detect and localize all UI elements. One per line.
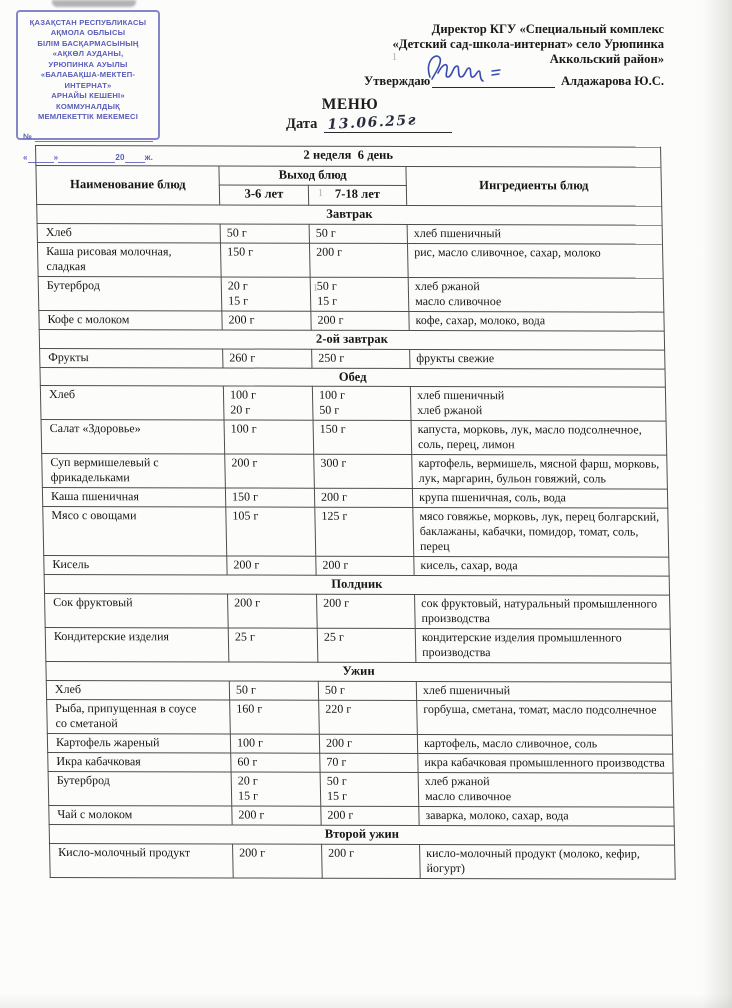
date-underline	[324, 112, 452, 133]
cell-p718: 50 г 15 г	[320, 772, 419, 806]
section-row	[39, 329, 664, 349]
cell-ingredients: икра кабачковая промышленного производства	[418, 753, 673, 773]
cell-name: Бутерброд	[38, 276, 222, 310]
cell-name: Чай с молоком	[49, 805, 232, 824]
table-row	[47, 699, 673, 735]
stamp-line: КОММУНАЛДЫҚ	[56, 101, 120, 111]
cell-p36: 200 г	[225, 454, 315, 488]
stamp-number-label: №	[23, 131, 33, 141]
cell-name: Рыба, припущенная в соусе со сметаной	[47, 699, 231, 733]
column-header-age2: 7-18 лет	[308, 186, 406, 206]
table-row	[45, 628, 671, 664]
table-row	[41, 420, 667, 456]
cell-name: Кофе с молоком	[39, 310, 222, 329]
cell-p36: 150 г	[220, 243, 310, 277]
table-row	[38, 276, 664, 312]
date-row	[286, 112, 452, 133]
cell-p718: 70 г	[320, 753, 418, 772]
cell-ingredients: кофе, сахар, молоко, вода	[409, 311, 664, 331]
cell-p36: 200 г	[233, 844, 323, 878]
stamp-line: ҚАЗАҚСТАН РЕСПУБЛИКАСЫ	[29, 18, 147, 27]
stamp-quote-open: «	[23, 152, 28, 162]
scan-edge-shadow-bottom	[0, 994, 732, 1008]
cell-ingredients: кисель, сахар, вода	[414, 557, 669, 577]
cell-p36: 20 г 15 г	[221, 277, 311, 311]
column-header-row	[36, 165, 661, 186]
approve-row	[364, 74, 664, 89]
stamp-quote-close: »	[53, 152, 59, 162]
cell-p36: 200 г	[232, 806, 321, 825]
table-row	[42, 488, 667, 509]
table-row	[50, 843, 676, 879]
cell-p36: 100 г	[224, 420, 314, 454]
scan-artifact: 1	[392, 52, 397, 63]
cell-p718: 200 г	[317, 594, 416, 628]
cell-p36: 100 г 20 г	[223, 386, 313, 420]
cell-p36: 200 г	[227, 556, 316, 575]
week-header-row	[36, 146, 661, 167]
cell-ingredients: хлеб пшеничный	[416, 681, 671, 701]
cell-ingredients: хлеб ржаной масло сливочное	[408, 277, 664, 312]
cell-p718: 200 г	[311, 311, 409, 330]
cell-p36: 200 г	[228, 594, 318, 628]
cell-name: Мясо с овощами	[43, 507, 227, 556]
date-label: Дата	[286, 116, 318, 132]
cell-ingredients: картофель, масло сливочное, соль	[417, 734, 672, 754]
approval-block	[364, 22, 664, 89]
cell-ingredients: хлеб ржаной масло сливочное	[418, 772, 674, 807]
handwritten-date: 13.06.25г	[327, 112, 418, 133]
cell-p36: 25 г	[228, 628, 318, 662]
cell-p718: 200 г	[316, 557, 414, 576]
cell-p36: 150 г	[225, 488, 314, 507]
cell-p718: 50 г	[309, 224, 407, 243]
cell-name: Хлеб	[46, 680, 229, 699]
approve-signature-line	[432, 75, 555, 88]
cell-ingredients: капуста, морковь, лук, масло подсолнечное, соль, перец, лимон	[411, 421, 667, 456]
menu-table-body	[37, 205, 676, 879]
cell-p718: 200 г	[322, 844, 421, 878]
cell-ingredients: горбуша, сметана, томат, масло подсолнечное	[417, 700, 673, 735]
stamp-line: «БАЛАБАҚША-МЕКТЕП-ИНТЕРНАТ»	[40, 70, 136, 90]
section-row	[46, 662, 671, 682]
scan-artifact: 1	[313, 283, 318, 294]
column-header-name: Наименование блюд	[36, 165, 220, 205]
cell-p36: 50 г	[220, 224, 309, 243]
cell-name: Икра кабачковая	[48, 752, 231, 771]
cell-ingredients: крупа пшеничная, соль, вода	[412, 489, 667, 509]
section-label: Ужин	[46, 662, 671, 682]
cell-ingredients: хлеб пшеничный хлеб ржаной	[410, 387, 666, 422]
cell-name: Бутерброд	[48, 771, 232, 805]
stamp-line: БІЛІМ БАСҚАРМАСЫНЫҢ	[37, 38, 139, 48]
table-row	[44, 556, 669, 577]
cell-name: Суп вермишелевый с фрикадельками	[42, 454, 226, 488]
stamp-year-prefix: 20	[115, 152, 125, 162]
cell-p718: 100 г 50 г	[312, 387, 411, 421]
cell-name: Хлеб	[40, 386, 224, 420]
cell-ingredients: картофель, вермишель, мясной фарш, морковь, лук, маргарин, бульон говяжий, соль	[412, 455, 668, 490]
cell-p36: 200 г	[222, 311, 311, 330]
approval-line: «Детский сад-школа-интернат» село Урюпинка	[392, 37, 664, 52]
stamp-year-suffix: ж.	[144, 152, 153, 162]
cell-name: Кисло-молочный продукт	[50, 843, 234, 877]
cell-name: Каша рисовая молочная, сладкая	[37, 242, 221, 276]
section-label: Полдник	[44, 575, 669, 595]
cell-ingredients: хлеб пшеничный	[407, 224, 662, 244]
cell-ingredients: мясо говяжье, морковь, лук, перец болгарский, баклажаны, кабачки, помидор, томат, соль, перец	[413, 508, 669, 558]
section-row	[44, 575, 669, 595]
table-row	[47, 733, 672, 754]
stamp-blank-line	[35, 132, 153, 142]
approval-line: Директор КГУ «Специальный комплекс	[431, 22, 664, 36]
cell-p718: 50 г 15 г	[310, 277, 409, 311]
cell-p718: 125 г	[315, 508, 414, 557]
cell-p36: 260 г	[223, 349, 312, 368]
table-row	[37, 223, 662, 244]
cell-p36: 60 г	[231, 753, 320, 772]
table-row	[40, 386, 666, 422]
cell-p718: 300 г	[314, 455, 413, 489]
cell-p718: 150 г	[313, 421, 412, 455]
cell-ingredients: рис, масло сливочное, сахар, молоко	[407, 243, 663, 278]
week-header: 2 неделя 6 день	[36, 146, 661, 167]
section-label: Второй ужин	[49, 824, 674, 844]
signature	[420, 51, 520, 91]
cell-ingredients: фрукты свежие	[410, 349, 665, 369]
section-label: 2-ой завтрак	[39, 329, 664, 349]
cell-p718: 250 г	[312, 349, 410, 368]
section-row	[37, 205, 662, 225]
table-row	[49, 805, 674, 826]
cell-p36: 105 г	[226, 507, 316, 556]
approve-label: Утверждаю	[364, 74, 431, 89]
table-row	[43, 507, 669, 558]
cell-p718: 200 г	[321, 806, 419, 825]
table-row	[46, 680, 671, 701]
official-stamp	[16, 10, 160, 162]
table-row	[37, 242, 663, 278]
cell-p718: 25 г	[317, 628, 416, 662]
table-row	[45, 594, 671, 630]
cell-name: Кондитерские изделия	[45, 628, 229, 662]
column-header-output: Выход блюд	[219, 166, 406, 186]
cell-name: Сок фруктовый	[45, 594, 229, 628]
stamp-line: АРНАЙЫ КЕШЕНІ»	[51, 91, 125, 101]
table-row	[48, 752, 673, 773]
table-row	[40, 348, 665, 369]
stamp-line: АҚМОЛА ОБЛЫСЫ	[50, 28, 126, 38]
cell-p36: 160 г	[230, 700, 320, 734]
section-row	[40, 367, 665, 387]
cell-ingredients: кондитерские изделия промышленного производства	[415, 629, 671, 664]
stamp-line: «АҚКӨЛ АУДАНЫ,	[52, 49, 124, 59]
section-row	[49, 824, 674, 844]
section-label: Завтрак	[37, 205, 662, 225]
cell-p718: 220 г	[319, 700, 418, 734]
scan-smudge	[52, 0, 136, 7]
column-header-age1: 3-6 лет	[219, 185, 308, 205]
cell-name: Картофель жареный	[47, 733, 230, 752]
cell-p718: 200 г	[314, 489, 412, 508]
stamp-line: МЕМЛЕКЕТТІК МЕКЕМЕСІ	[37, 112, 139, 122]
cell-ingredients: кисло-молочный продукт (молоко, кефир, йогурт)	[420, 844, 676, 879]
cell-name: Кисель	[44, 556, 227, 575]
cell-name: Фрукты	[40, 348, 223, 367]
cell-ingredients: сок фруктовый, натуральный промышленного производства	[415, 595, 671, 630]
document-title: МЕНЮ	[321, 96, 379, 113]
cell-p718: 50 г	[318, 681, 416, 700]
cell-p718: 200 г	[309, 243, 408, 277]
cell-p36: 50 г	[229, 681, 318, 700]
stamp-line: УРЮПИНКА АУЫЛЫ	[48, 59, 128, 69]
cell-ingredients: заварка, молоко, сахар, вода	[419, 806, 674, 826]
scan-edge-shadow-right	[702, 0, 732, 1008]
cell-name: Хлеб	[37, 223, 220, 242]
menu-table	[35, 145, 676, 879]
approver-name: Алдажарова Ю.С.	[560, 74, 664, 89]
cell-name: Каша пшеничная	[42, 488, 225, 507]
cell-p718: 200 г	[319, 734, 417, 753]
table-row	[48, 771, 674, 807]
section-label: Обед	[40, 367, 665, 387]
cell-name: Салат «Здоровье»	[41, 420, 225, 454]
table-row	[39, 310, 664, 331]
column-header-ingredients: Ингредиенты блюд	[406, 166, 662, 206]
scan-artifact: 1	[318, 188, 323, 199]
cell-p36: 20 г 15 г	[231, 772, 321, 806]
table-row	[42, 454, 668, 490]
stamp-number-line	[23, 131, 153, 142]
cell-p36: 100 г	[230, 734, 319, 753]
approval-line: Аккольский район»	[549, 52, 664, 67]
